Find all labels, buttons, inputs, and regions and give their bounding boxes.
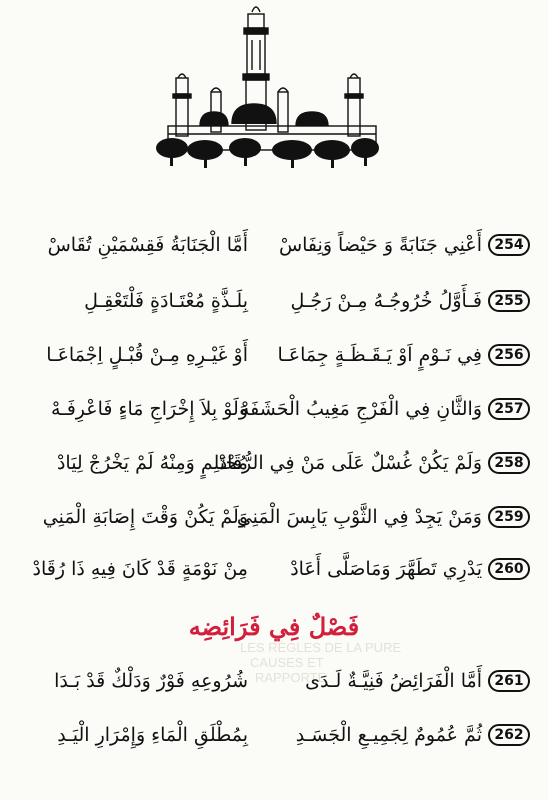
verse-first-hemistich: أَمَّا الْفَرَائِضُ فَنِيَّـةٌ لَـدَى xyxy=(305,670,482,692)
verse-row xyxy=(0,338,548,378)
verse-second-hemistich: وَلَوْ بِلاَ إِخْرَاجِ مَاءٍ فَاعْرِفَـهْ xyxy=(50,398,248,420)
verse-second-hemistich: أَوْ غَيْـرِهِ مِـنْ قُبْـلٍ اِجْمَاعَـا xyxy=(46,344,248,366)
verse-first-hemistich: أَعْنِي جَنَابَةً وَ حَيْضاً وَنِفَاسْ xyxy=(278,234,482,256)
show-through-text: CAUSES ET xyxy=(250,655,324,670)
verse-first-hemistich: فِي نَـوْمٍ اَوْ يَـقَـظَـةٍ جِمَاعَـا xyxy=(277,344,482,366)
verse-number: 256 xyxy=(488,344,530,366)
verse-row xyxy=(0,284,548,324)
verse-first-hemistich: ثُمَّ عُمُومٌ لِجَمِيـعِ الْجَسَـدِ xyxy=(295,724,482,746)
verse-row xyxy=(0,446,548,486)
verse-row xyxy=(0,552,548,592)
verse-second-hemistich: مِنْ نَوْمَةٍ قَدْ كَانَ فِيهِ ذَا رُقَادْ xyxy=(32,558,248,580)
section-heading: فَصْلٌ فِي فَرَائِضِه xyxy=(188,612,360,641)
verse-second-hemistich: شُرُوعِهِ فَوْرٌ وَدَلْكٌ قَدْ بَـدَا xyxy=(54,670,248,692)
verse-number: 262 xyxy=(488,724,530,746)
verse-row xyxy=(0,718,548,758)
verse-number: 259 xyxy=(488,506,530,528)
show-through-text: RAPPORTE xyxy=(255,670,327,685)
verse-row xyxy=(0,500,548,540)
verse-number: 255 xyxy=(488,290,530,312)
verse-second-hemistich: أَمَّا الْجَنَابَةُ فَقِسْمَيْنِ تُقَاسْ xyxy=(47,234,248,256)
verse-second-hemistich: وَلَمْ يَكُنْ وَقْتَ إِصَابَةِ الْمَنِي xyxy=(42,506,248,528)
verse-first-hemistich: فَـأَوَّلُ خُرُوجُـهُ مِـنْ رَجُـلِ xyxy=(290,290,482,312)
verse-row xyxy=(0,228,548,268)
show-through-text: LES RÈGLES DE LA PURE xyxy=(240,640,402,655)
verse-first-hemistich: وَلَمْ يَكُنْ غُسْلٌ عَلَى مَنْ فِي الرُّقَادْ xyxy=(218,452,482,474)
verse-first-hemistich: يَدْرِي تَطَهَّرَ وَمَاصَلَّى أَعَادْ xyxy=(290,558,482,580)
verse-second-hemistich: بِلَـذَّةٍ مُعْتَـادَةٍ فَلْتَعْقِـلِ xyxy=(84,290,248,312)
verse-second-hemistich: بِمُطْلَقِ الْمَاءِ وَإِمْرَارِ الْيَـدِ xyxy=(57,724,248,746)
verse-number: 261 xyxy=(488,670,530,692)
verse-number: 254 xyxy=(488,234,530,256)
verse-first-hemistich: وَالثَّانِ فِي الْفَرْجِ مَغِيبُ الْحَشَفَهْ xyxy=(239,398,482,420)
verse-number: 260 xyxy=(488,558,530,580)
verse-number: 257 xyxy=(488,398,530,420)
verse-first-hemistich: وَمَنْ يَجِدْ فِي الثَّوْبِ يَابِسَ الْمَنِي xyxy=(236,506,482,528)
verse-second-hemistich: مُحْتَلِمٍ وَمِنْهُ لَمْ يَخْرُجْ لِيَادْ xyxy=(56,452,248,474)
verse-row xyxy=(0,664,548,704)
verse-number: 258 xyxy=(488,452,530,474)
verse-row xyxy=(0,392,548,432)
